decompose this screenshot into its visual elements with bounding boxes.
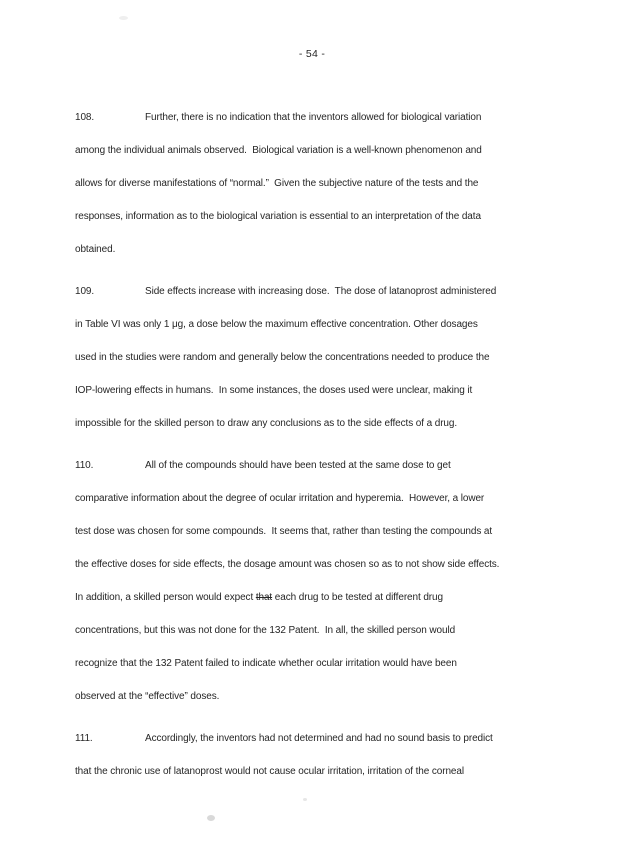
scan-artifact (119, 16, 128, 20)
paragraph-110 (75, 449, 561, 713)
text-line (75, 275, 561, 308)
text-line (75, 722, 561, 755)
text-run: All of the compounds should have been tested at the same dose to get (145, 460, 451, 471)
text-line: that the chronic use of latanoprost would not cause ocular irritation, irritation of the corneal (75, 766, 464, 777)
scan-artifact (207, 815, 215, 821)
paragraph-109 (75, 275, 561, 440)
text-line: used in the studies were random and generally below the concentrations needed to produce the (75, 352, 490, 363)
text-line: obtained. (75, 244, 116, 255)
paragraph-108 (75, 101, 561, 266)
paragraph-number: 109. (75, 286, 95, 297)
paragraph-number: 111. (75, 733, 93, 744)
text-line: observed at the “effective” doses. (75, 691, 220, 702)
text-run: In addition, a skilled person would expect (75, 592, 256, 603)
paragraph-number: 110. (75, 460, 94, 471)
text-run: Side effects increase with increasing dose. The dose of latanoprost administered (145, 286, 497, 297)
text-run: Further, there is no indication that the inventors allowed for biological variation (145, 112, 482, 123)
text-run: Accordingly, the inventors had not determined and had no sound basis to predict (145, 733, 493, 744)
text-line: recognize that the 132 Patent failed to indicate whether ocular irritation would have been (75, 658, 457, 669)
page-number: - 54 - (298, 48, 326, 60)
text-line: responses, information as to the biological variation is essential to an interpretation of the data (75, 211, 481, 222)
text-line (75, 449, 561, 482)
text-line: IOP-lowering effects in humans. In some instances, the doses used were unclear, making it (75, 385, 473, 396)
text-line: concentrations, but this was not done for the 132 Patent. In all, the skilled person would (75, 625, 456, 636)
paragraph-number: 108. (75, 112, 95, 123)
document-body (75, 101, 561, 797)
text-line: allows for diverse manifestations of “normal.” Given the subjective nature of the tests and the (75, 178, 479, 189)
text-line: the effective doses for side effects, the dosage amount was chosen so as to not show side effects. (75, 559, 500, 570)
text-line: comparative information about the degree of ocular irritation and hyperemia. However, a lower (75, 493, 485, 504)
text-run: each drug to be tested at different drug (272, 592, 443, 603)
paragraph-111 (75, 722, 561, 788)
scan-artifact (303, 798, 307, 801)
text-line: impossible for the skilled person to draw any conclusions as to the side effects of a drug. (75, 418, 458, 429)
text-line: in Table VI was only 1 μg, a dose below the maximum effective concentration. Other dosages (75, 319, 478, 330)
text-line (75, 101, 561, 134)
text-line: among the individual animals observed. Biological variation is a well-known phenomenon and (75, 145, 482, 156)
text-line (75, 581, 561, 614)
text-line: test dose was chosen for some compounds. It seems that, rather than testing the compounds at (75, 526, 493, 537)
strikethrough-word: that (255, 592, 273, 603)
